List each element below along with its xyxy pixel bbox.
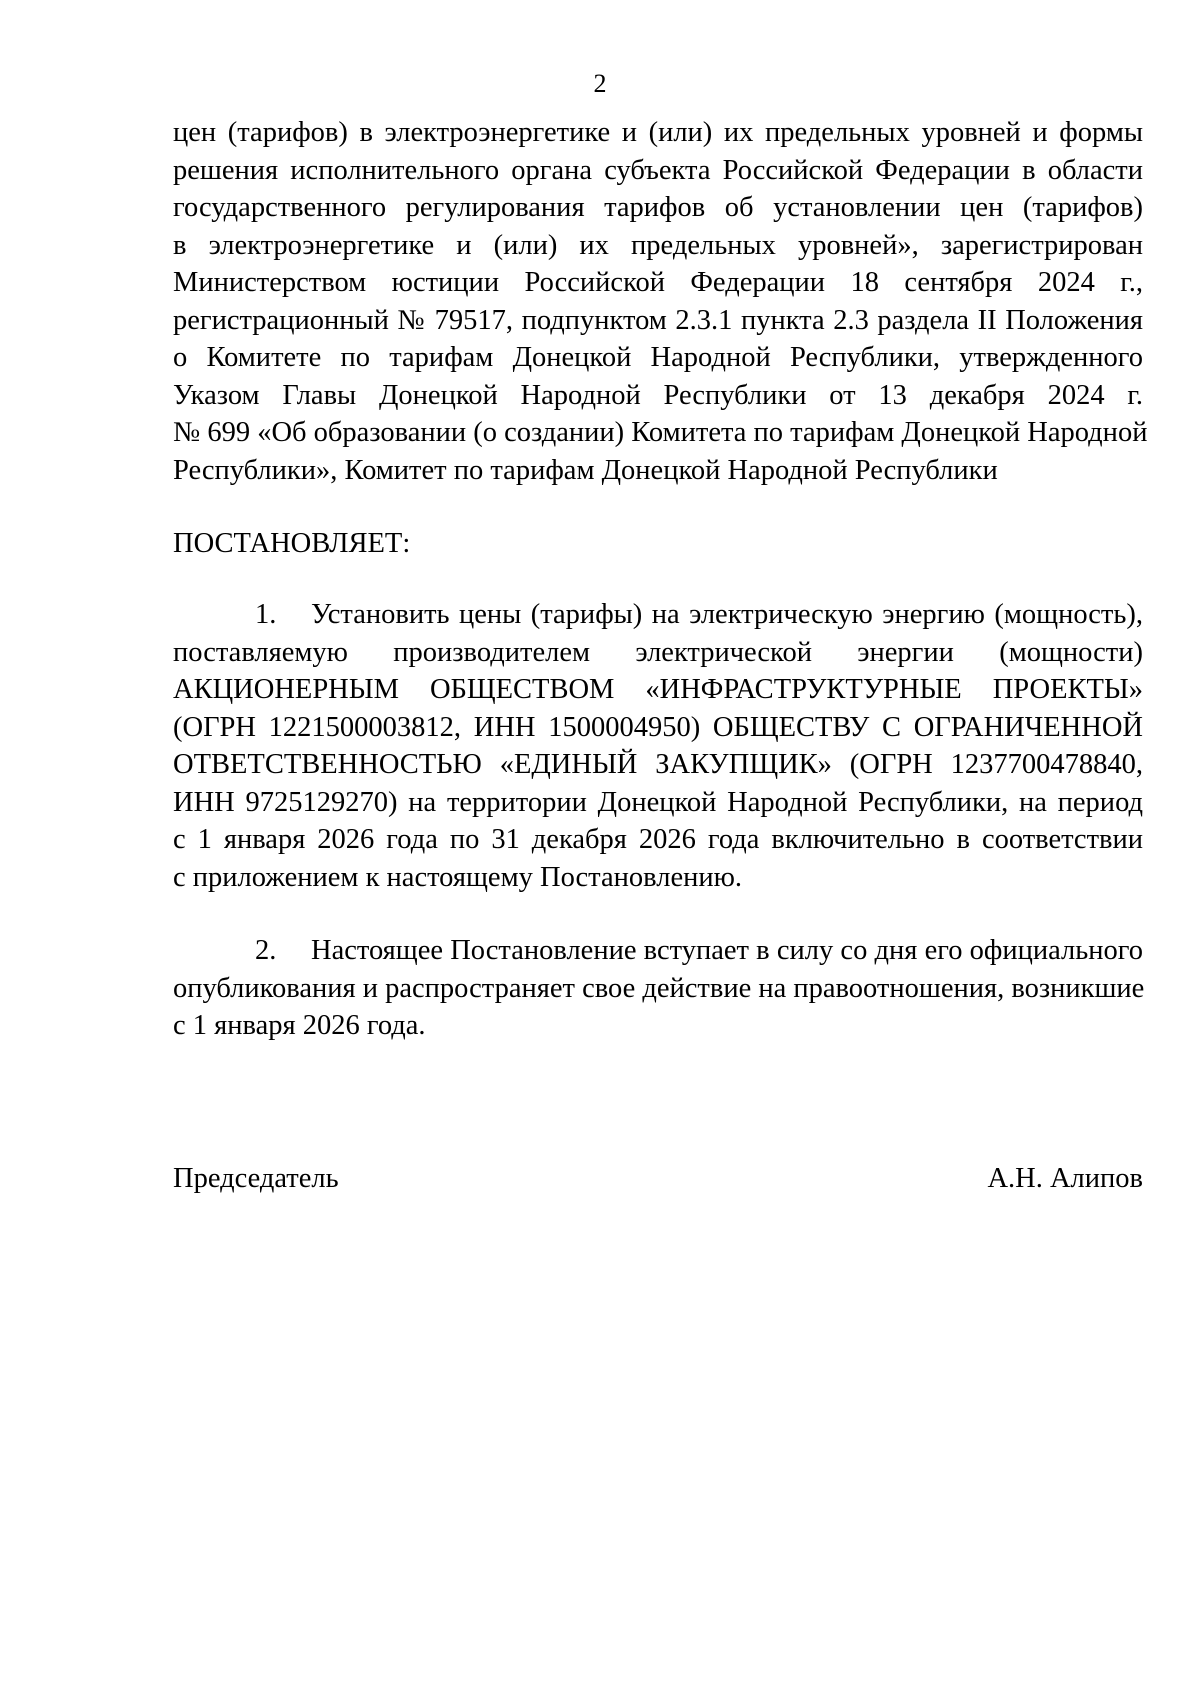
- signatory-name: А.Н. Алипов: [987, 1163, 1143, 1194]
- text-line: решения исполнительного органа субъекта Российской Федерации в области: [173, 154, 1143, 186]
- text-line: с приложением к настоящему Постановлению.: [173, 861, 743, 893]
- text-line: Республики», Комитет по тарифам Донецкой Народной Республики: [173, 454, 998, 486]
- text-line: Указом Главы Донецкой Народной Республики от 13 декабря 2024 г.: [173, 379, 1143, 411]
- text-line: Министерством юстиции Российской Федерации 18 сентября 2024 г.,: [173, 267, 1143, 298]
- page-number: 2: [593, 69, 607, 98]
- text-line: № 699 «Об образовании (о создании) Комитета по тарифам Донецкой Народной: [173, 417, 1148, 448]
- item-2-first-text: Настоящее Постановление вступает в силу со дня его официального: [311, 935, 1143, 966]
- text-line: опубликования и распространяет свое действие на правоотношения, возникшие: [173, 972, 1145, 1004]
- item-1-number: 1.: [255, 599, 277, 630]
- item-2-first-line: [173, 932, 1143, 970]
- text-line: с 1 января 2026 года по 31 декабря 2026 года включительно в соответствии: [173, 824, 1143, 855]
- text-line: в электроэнергетике и (или) их предельных уровней», зарегистрирован: [173, 229, 1143, 261]
- text-line: регистрационный № 79517, подпунктом 2.3.1 пункта 2.3 раздела II Положения: [173, 304, 1143, 336]
- text-line: государственного регулирования тарифов об установлении цен (тарифов): [173, 192, 1143, 223]
- text-line: ОТВЕТСТВЕННОСТЬЮ «ЕДИНЫЙ ЗАКУПЩИК» (ОГРН 1237700478840,: [173, 749, 1143, 780]
- intro-paragraph: [173, 114, 1148, 489]
- signatory-role: Председатель: [173, 1163, 339, 1194]
- text-line: о Комитете по тарифам Донецкой Народной Республики, утвержденного: [173, 342, 1143, 373]
- item-1-first-text: Установить цены (тарифы) на электрическую энергию (мощность),: [311, 599, 1143, 630]
- text-line: цен (тарифов) в электроэнергетике и (или) их предельных уровней и формы: [173, 117, 1143, 148]
- text-line: (ОГРН 1221500003812, ИНН 1500004950) ОБЩЕСТВУ С ОГРАНИЧЕННОЙ: [173, 711, 1143, 743]
- text-line: с 1 января 2026 года.: [173, 1010, 426, 1041]
- text-line: ИНН 9725129270) на территории Донецкой Народной Республики, на период: [173, 786, 1143, 818]
- item-1-first-line: [173, 596, 1143, 634]
- item-2-paragraph: [173, 932, 1143, 1045]
- text-line: АКЦИОНЕРНЫМ ОБЩЕСТВОМ «ИНФРАСТРУКТУРНЫЕ ПРОЕКТЫ»: [173, 674, 1143, 705]
- resolves-heading: ПОСТАНОВЛЯЕТ:: [173, 528, 411, 559]
- item-1-paragraph: [173, 596, 1143, 896]
- text-line: поставляемую производителем электрической энергии (мощности): [173, 636, 1143, 668]
- item-2-number: 2.: [255, 935, 277, 966]
